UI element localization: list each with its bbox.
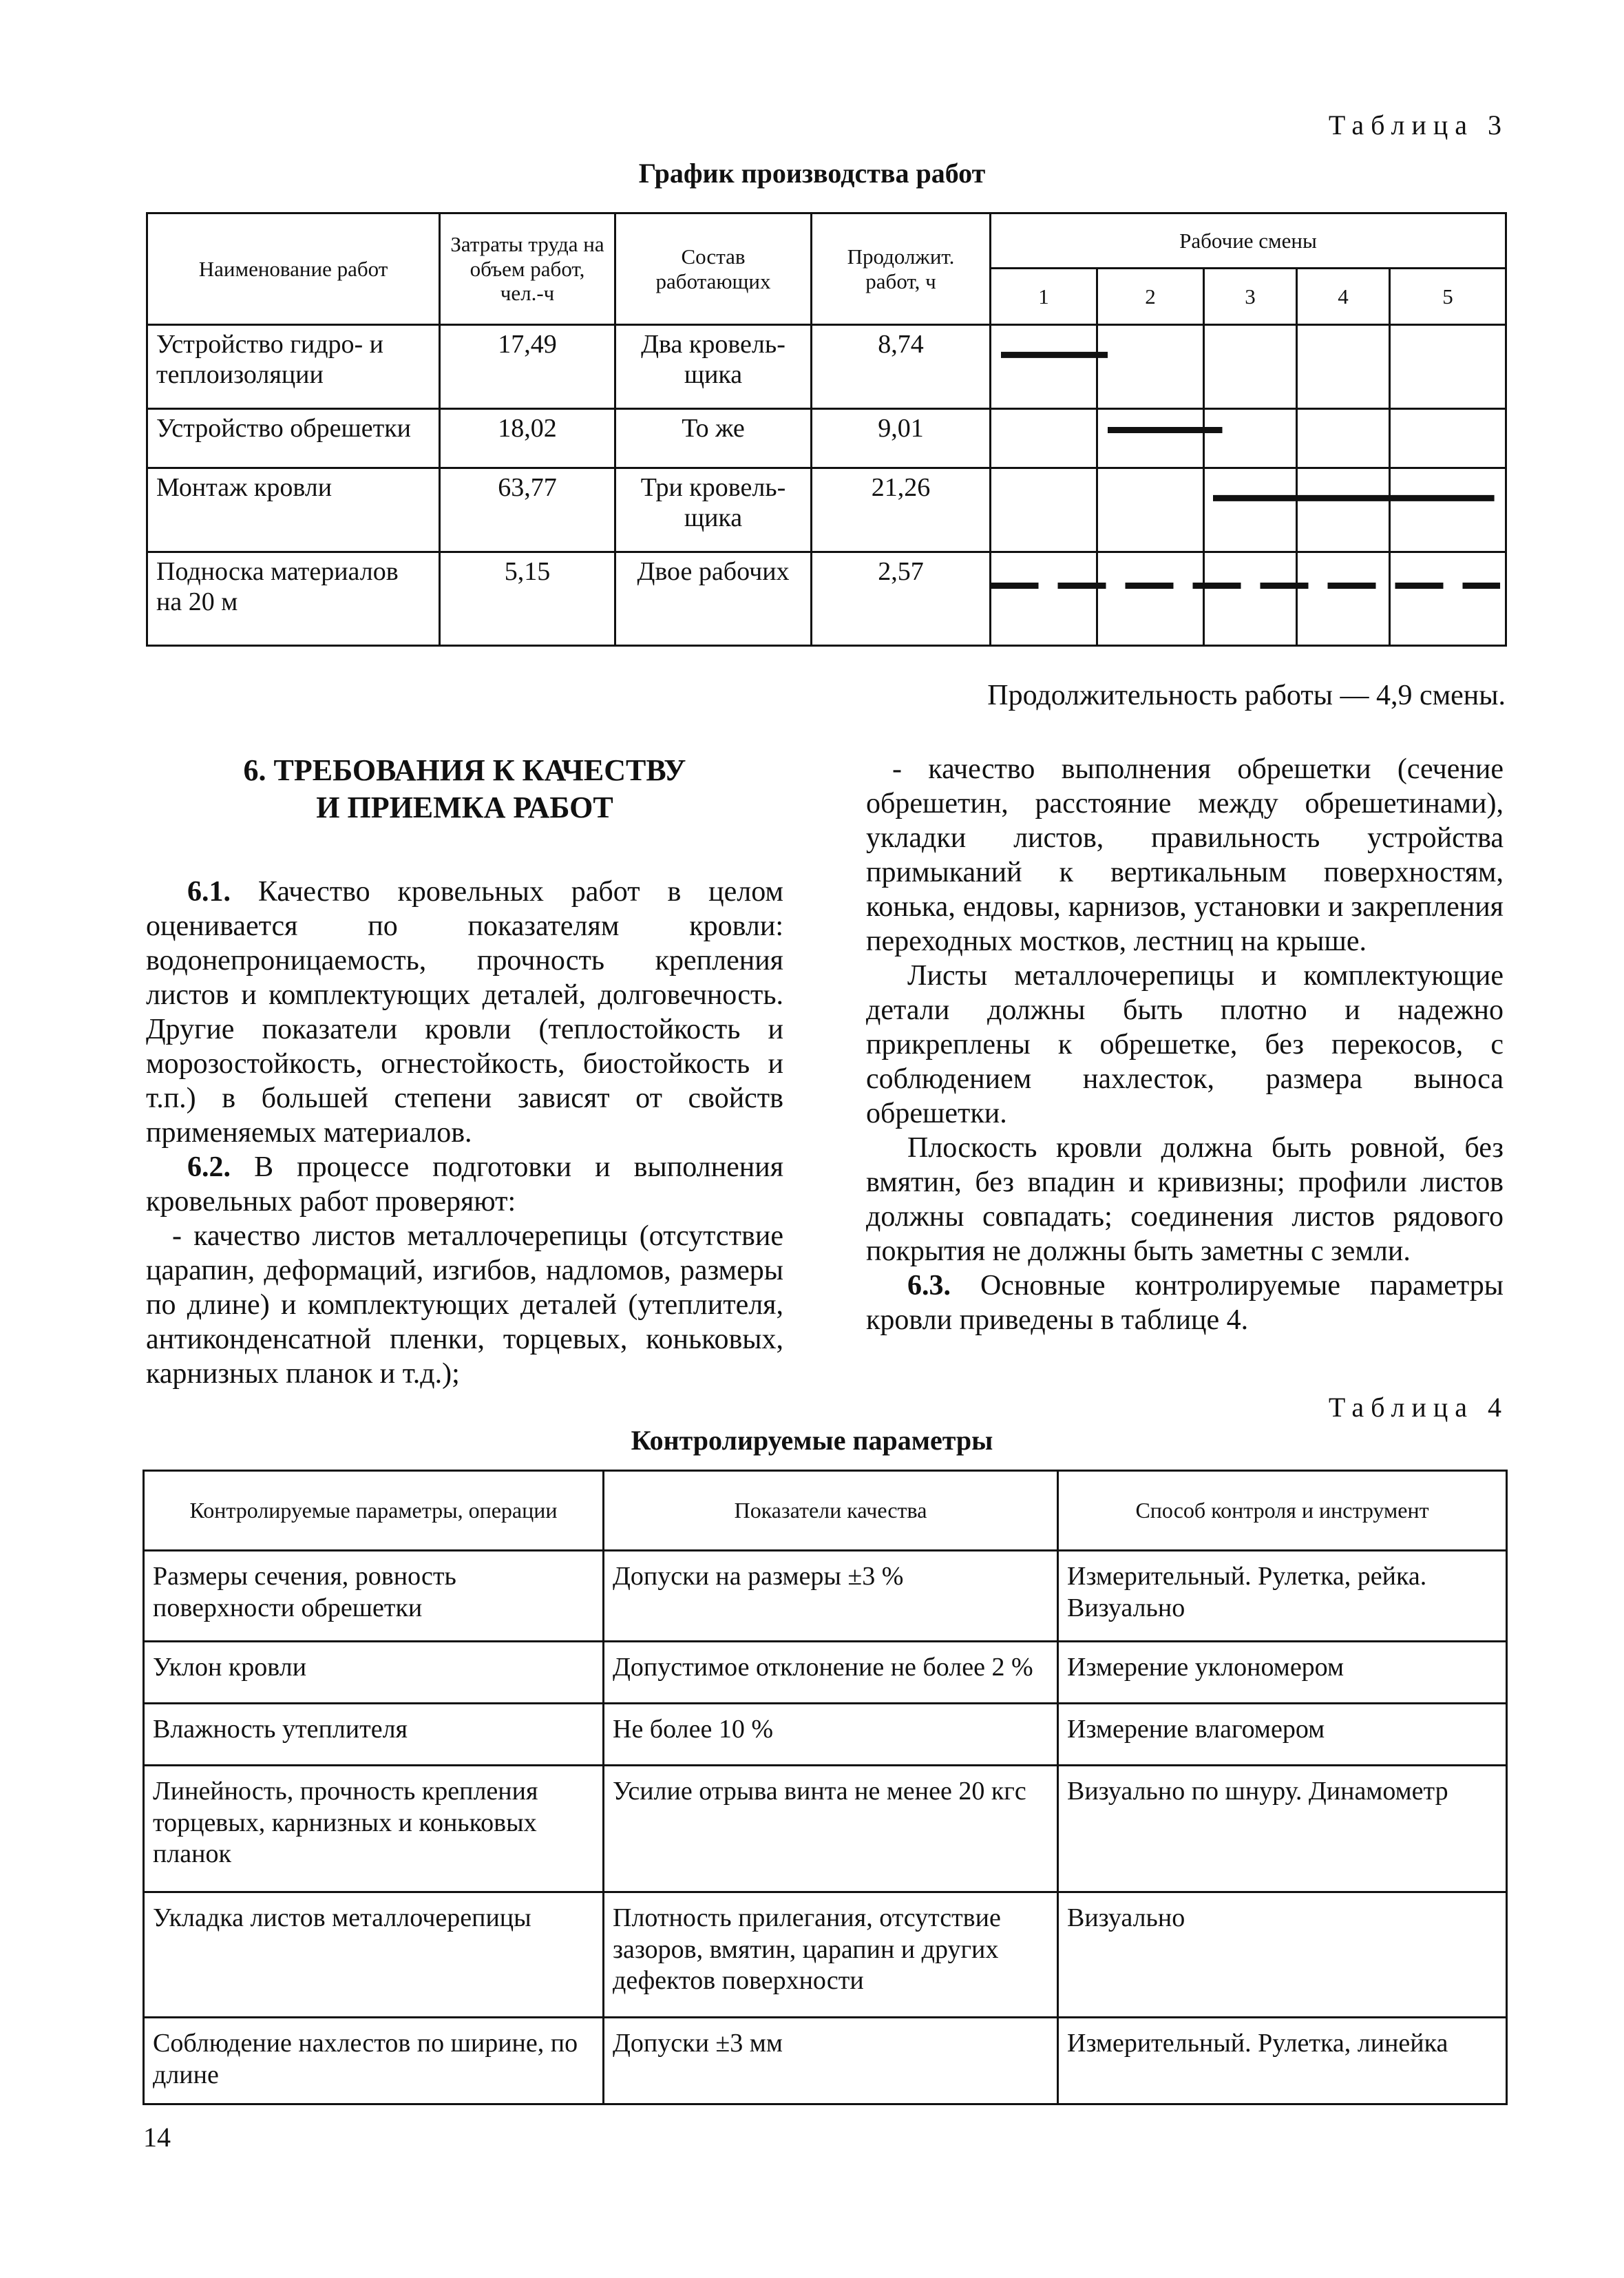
paragraph-text: В процессе подготовки и выполнения кровельных работ проверяют: xyxy=(146,1151,784,1218)
table-row xyxy=(144,2018,1507,2104)
table-cell: Измерительный. Рулетка, линейка xyxy=(1058,2018,1507,2104)
header-shifts: Рабочие смены xyxy=(991,213,1506,269)
duration-value: 9,01 xyxy=(812,409,991,468)
section-heading-line: 6. ТРЕБОВАНИЯ К КАЧЕСТВУ xyxy=(243,753,686,787)
production-schedule-table xyxy=(146,212,1507,647)
right-column xyxy=(866,752,1504,1337)
shift-number: 1 xyxy=(991,269,1097,325)
table-cell: Укладка листов металлочерепицы xyxy=(144,1892,604,2018)
shift-number: 4 xyxy=(1297,269,1390,325)
table-row xyxy=(147,468,1506,552)
clause-number: 6.3. xyxy=(907,1270,951,1302)
table-cell: Измерение уклономером xyxy=(1058,1642,1507,1704)
table-cell: Не более 10 % xyxy=(604,1704,1058,1766)
work-name: Подноска материалов на 20 м xyxy=(147,552,440,646)
table-cell: Уклон кровли xyxy=(144,1642,604,1704)
header-labor: Затраты труда на объем работ, чел.-ч xyxy=(440,213,615,325)
table-cell: Линейность, прочность крепления торцевых, карнизных и коньковых планок xyxy=(144,1766,604,1892)
duration-value: 2,57 xyxy=(812,552,991,646)
labor-value: 5,15 xyxy=(440,552,615,646)
paragraph-6-3 xyxy=(866,1268,1504,1337)
duration-value: 21,26 xyxy=(812,468,991,552)
page-number: 14 xyxy=(143,2122,171,2153)
crew-value: Два кровель-щика xyxy=(615,325,812,409)
duration-value: 8,74 xyxy=(812,325,991,409)
paragraph-text: Качество кровельных работ в целом оценивается по показателям кровли: водонепроницаемость, прочность крепления листов и комплектующих деталей, долговечность. Другие показатели кровли (теплостойкость и морозостойкость, огнестойкость, биостойкость и т.п.) в большей степени зависят от свойств применяемых материалов. xyxy=(146,876,783,1149)
table-cell: Измерительный. Рулетка, рейка. Визуально xyxy=(1058,1551,1507,1642)
header-duration: Продолжит. работ, ч xyxy=(812,213,991,325)
table4-title: Контролируемые параметры xyxy=(631,1425,993,1456)
header-control: Способ контроля и инструмент xyxy=(1058,1471,1507,1551)
labor-value: 17,49 xyxy=(440,325,615,409)
table-cell: Визуально по шнуру. Динамометр xyxy=(1058,1766,1507,1892)
table3-caption: Таблица 3 xyxy=(1328,109,1508,140)
controlled-parameters-table xyxy=(143,1470,1508,2105)
header-crew: Состав работающих xyxy=(615,213,812,325)
duration-note: Продолжительность работы — 4,9 смены. xyxy=(987,680,1506,711)
table-cell: Допустимое отклонение не более 2 % xyxy=(604,1642,1058,1704)
table-row xyxy=(147,325,1506,409)
labor-value: 63,77 xyxy=(440,468,615,552)
paragraph-6-2 xyxy=(146,1150,783,1219)
clause-number: 6.2. xyxy=(187,1151,231,1183)
section-heading xyxy=(146,752,783,826)
header-parameters: Контролируемые параметры, операции xyxy=(144,1471,604,1551)
crew-value: Двое рабочих xyxy=(615,552,812,646)
table-row xyxy=(144,1642,1507,1704)
paragraph: Листы металлочерепицы и комплектующие детали должны быть плотно и надежно прикреплены к обрешетке, без перекосов, с соблюдением нахлесток, размера выноса обрешетки. xyxy=(866,960,1504,1129)
table-row xyxy=(147,409,1506,468)
crew-value: То же xyxy=(615,409,812,468)
list-item: - качество листов металлочерепицы (отсутствие царапин, деформаций, изгибов, надломов, размеры по длине) и комплектующих деталей (утеплителя, антиконденсатной пленки, торцевых, коньковых, карнизных планок и т.д.); xyxy=(146,1220,783,1390)
table-cell: Соблюдение нахлестов по ширине, по длине xyxy=(144,2018,604,2104)
header-quality: Показатели качества xyxy=(604,1471,1058,1551)
table-cell: Плотность прилегания, отсутствие зазоров, вмятин, царапин и других дефектов поверхности xyxy=(604,1892,1058,2018)
paragraph-text: Основные контролируемые параметры кровли приведены в таблице 4. xyxy=(866,1270,1504,1336)
paragraph: Плоскость кровли должна быть ровной, без вмятин, без впадин и кривизны; профили листов должны совпадать; соединения листов рядового покрытия не должны быть заметны с земли. xyxy=(866,1132,1504,1267)
shift-number: 2 xyxy=(1097,269,1204,325)
crew-value: Три кровель-щика xyxy=(615,468,812,552)
clause-number: 6.1. xyxy=(187,876,231,908)
table-cell: Визуально xyxy=(1058,1892,1507,2018)
shift-number: 5 xyxy=(1390,269,1506,325)
shift-number: 3 xyxy=(1204,269,1297,325)
table-row xyxy=(147,552,1506,646)
list-item: - качество выполнения обрешетки (сечение обрешетин, расстояние между обрешетинами), укладки листов, правильность устройства примыканий к вертикальным поверхностям, конька, ендовы, карнизов, установки и закрепления переходных мостков, лестниц на крыше. xyxy=(866,753,1504,957)
table-row xyxy=(144,1551,1507,1642)
paragraph-6-1 xyxy=(146,875,783,1150)
table-cell: Размеры сечения, ровность поверхности обрешетки xyxy=(144,1551,604,1642)
left-column xyxy=(146,752,783,1391)
table-row xyxy=(144,1704,1507,1766)
table3-title: График производства работ xyxy=(638,158,986,189)
table-cell: Усилие отрыва винта не менее 20 кгс xyxy=(604,1766,1058,1892)
table-cell: Допуски на размеры ±3 % xyxy=(604,1551,1058,1642)
work-name: Устройство обрешетки xyxy=(147,409,440,468)
work-name: Устройство гидро- и теплоизоляции xyxy=(147,325,440,409)
header-work-name: Наименование работ xyxy=(147,213,440,325)
section-heading-line: И ПРИЕМКА РАБОТ xyxy=(316,791,613,824)
table-cell: Измерение влагомером xyxy=(1058,1704,1507,1766)
table-cell: Допуски ±3 мм xyxy=(604,2018,1058,2104)
work-name: Монтаж кровли xyxy=(147,468,440,552)
table-row xyxy=(144,1892,1507,2018)
table4-caption: Таблица 4 xyxy=(1328,1392,1508,1423)
table-cell: Влажность утеплителя xyxy=(144,1704,604,1766)
table-row xyxy=(144,1766,1507,1892)
labor-value: 18,02 xyxy=(440,409,615,468)
